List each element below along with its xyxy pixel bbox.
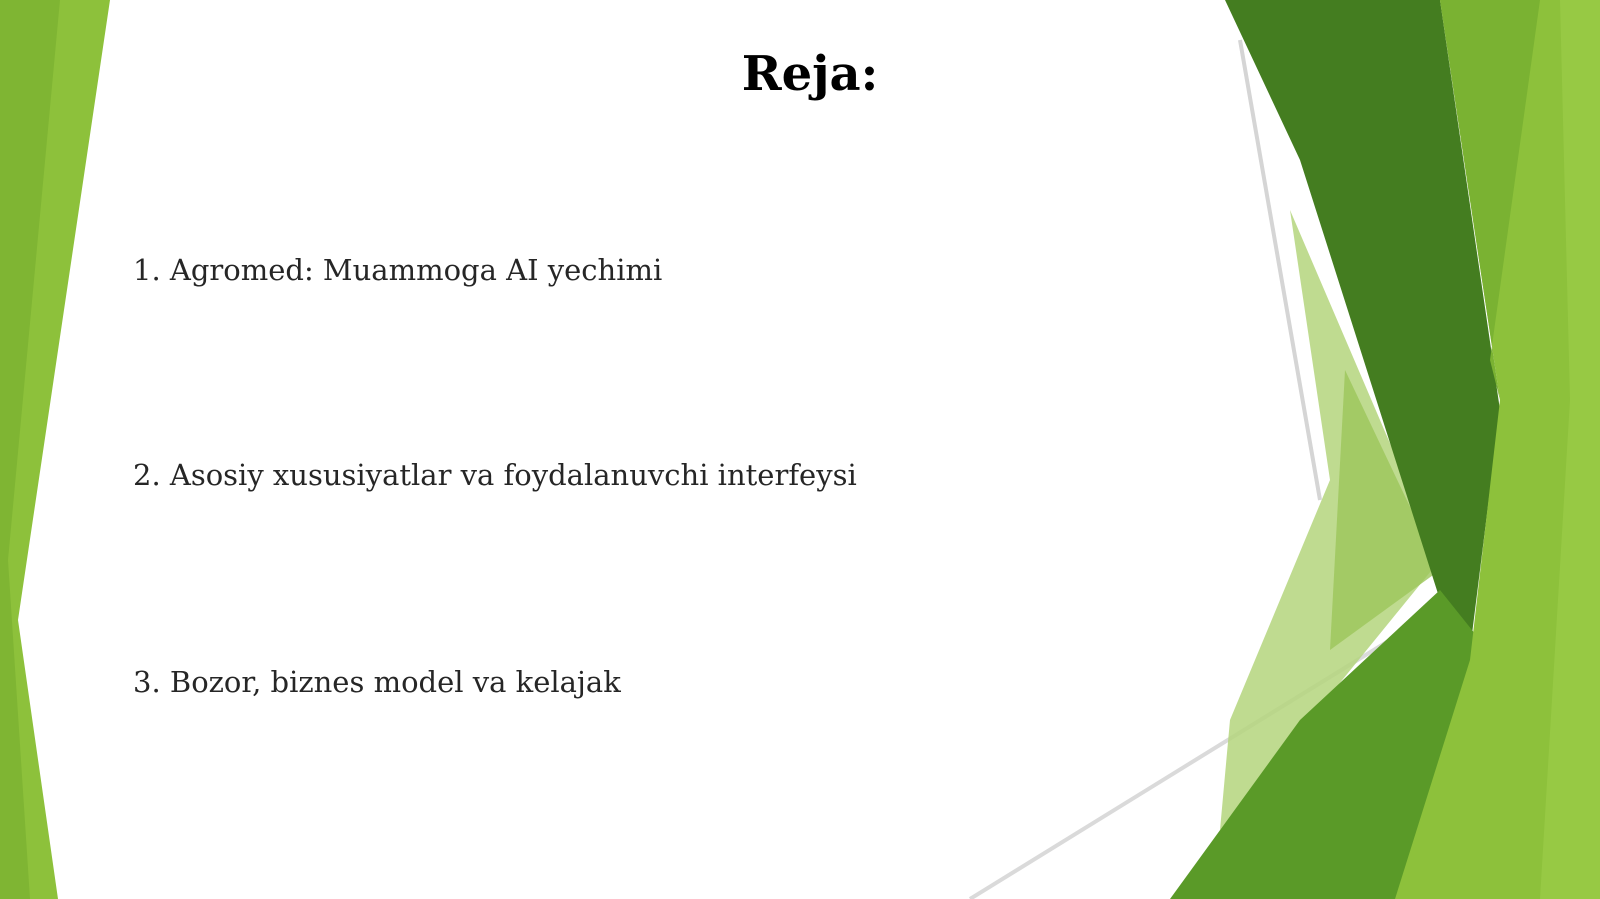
agenda-item-1: 1. Agromed: Muammoga AI yechimi (133, 253, 663, 287)
slide-title: Reja: (741, 46, 879, 102)
agenda-item-3: 3. Bozor, biznes model va kelajak (133, 665, 621, 699)
agenda-item-2: 2. Asosiy xususiyatlar va foydalanuvchi interfeysi (133, 458, 857, 492)
